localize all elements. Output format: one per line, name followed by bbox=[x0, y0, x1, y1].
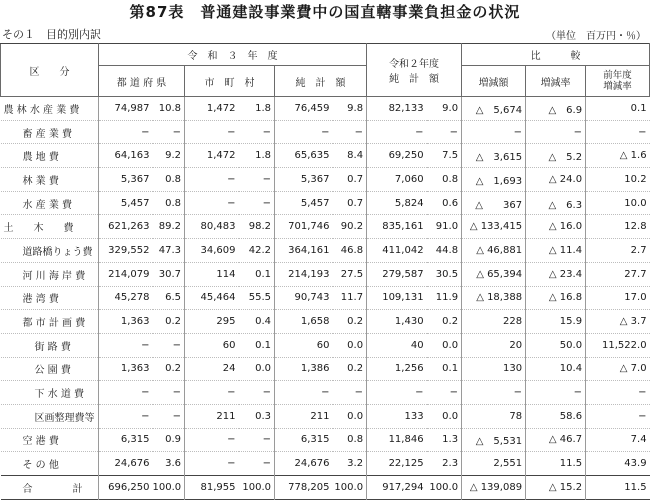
cell-diff: △ 133,415 bbox=[462, 215, 526, 239]
row-label: 下 水 道 費 bbox=[34, 389, 85, 401]
table-body bbox=[1, 97, 650, 500]
cell-pref-pct: 0.2 bbox=[165, 363, 181, 375]
cell-r2-pct: − bbox=[449, 387, 459, 399]
cell-muni: 211 bbox=[185, 404, 239, 428]
cell-net-pct: 0.7 bbox=[347, 173, 364, 185]
table-row bbox=[1, 120, 650, 144]
cell-prev: △ 1.6 bbox=[586, 144, 650, 168]
cell-pref-pct: − bbox=[172, 410, 181, 422]
table-row bbox=[1, 381, 650, 405]
cell-r2-pct: 0.0 bbox=[442, 339, 459, 351]
cell-prev: 43.9 bbox=[586, 452, 650, 476]
cell-net-pct: 9.8 bbox=[347, 102, 364, 114]
cell-muni-pct: 0.4 bbox=[255, 316, 271, 328]
cell-r2: 69,250 bbox=[367, 144, 427, 168]
cell-muni-pct: 42.2 bbox=[248, 244, 271, 256]
cell-muni: − bbox=[185, 381, 239, 405]
cell-net: 1,658 bbox=[275, 310, 333, 334]
table-row bbox=[1, 191, 650, 215]
cell-net: 24,676 bbox=[275, 452, 333, 476]
row-label: 区画整理費等 bbox=[34, 412, 95, 424]
cell-net: 6,315 bbox=[275, 428, 333, 452]
cell-pref-pct: 3.6 bbox=[165, 458, 181, 470]
cell-muni-pct: 0.0 bbox=[255, 363, 271, 375]
cell-pref: − bbox=[99, 404, 153, 428]
cell-net-pct: 11.7 bbox=[340, 292, 364, 304]
cell-rate: 58.6 bbox=[526, 404, 586, 428]
cell-prev: 11.5 bbox=[586, 476, 650, 500]
cell-diff: △ 3,615 bbox=[462, 144, 526, 168]
cell-r2-pct: 100.0 bbox=[429, 481, 459, 493]
table-subtitle: その１ 目的別内訳 bbox=[2, 28, 101, 41]
data-table bbox=[0, 43, 650, 500]
cell-r2: 835,161 bbox=[367, 215, 427, 239]
cell-diff: △ 5,531 bbox=[462, 428, 526, 452]
cell-pref: 24,676 bbox=[99, 452, 153, 476]
cell-r2: 5,824 bbox=[367, 191, 427, 215]
cell-muni: 24 bbox=[185, 357, 239, 381]
cell-r2-pct: 0.8 bbox=[442, 173, 459, 185]
cell-net-pct: − bbox=[354, 126, 364, 138]
cell-muni: 1,472 bbox=[185, 97, 239, 121]
cell-net-pct: 8.4 bbox=[347, 150, 364, 162]
cell-rate: △ 24.0 bbox=[526, 168, 586, 192]
cell-muni: 81,955 bbox=[185, 476, 239, 500]
row-label: 港 湾 費 bbox=[22, 294, 59, 306]
cell-rate: 10.4 bbox=[526, 357, 586, 381]
cell-diff: − bbox=[462, 120, 526, 144]
header-compare: 比 較 bbox=[462, 44, 650, 66]
total-row bbox=[1, 476, 650, 500]
cell-prev: 10.0 bbox=[586, 191, 650, 215]
cell-net-pct: 0.8 bbox=[347, 434, 364, 446]
cell-r2: 11,846 bbox=[367, 428, 427, 452]
cell-r2-pct: 30.5 bbox=[435, 268, 459, 280]
cell-pref-pct: − bbox=[172, 387, 181, 399]
cell-prev: 0.1 bbox=[586, 97, 650, 121]
cell-net: 5,457 bbox=[275, 191, 333, 215]
cell-net: 211 bbox=[275, 404, 333, 428]
cell-net: − bbox=[275, 381, 333, 405]
cell-pref-pct: 0.8 bbox=[165, 197, 181, 209]
cell-pref: 621,263 bbox=[99, 215, 153, 239]
table-row bbox=[1, 144, 650, 168]
cell-prev: 11,522.0 bbox=[586, 333, 650, 357]
cell-net: 65,635 bbox=[275, 144, 333, 168]
cell-pref-pct: 0.2 bbox=[165, 316, 181, 328]
cell-muni-pct: 100.0 bbox=[242, 481, 271, 493]
cell-muni-pct: 1.8 bbox=[255, 102, 271, 114]
cell-muni: 80,483 bbox=[185, 215, 239, 239]
header-r2-line1: 令和２年度 bbox=[389, 59, 440, 70]
row-label: 公 園 費 bbox=[34, 365, 71, 377]
cell-pref-pct: 10.8 bbox=[158, 102, 181, 114]
cell-rate: 11.5 bbox=[526, 452, 586, 476]
cell-r2: 1,430 bbox=[367, 310, 427, 334]
cell-diff: 228 bbox=[462, 310, 526, 334]
cell-r2: 7,060 bbox=[367, 168, 427, 192]
cell-muni-pct: − bbox=[262, 197, 271, 209]
cell-pref-pct: 100.0 bbox=[152, 481, 182, 493]
cell-muni: − bbox=[185, 191, 239, 215]
row-label: 合 計 bbox=[22, 483, 83, 495]
header-diff: 増減額 bbox=[462, 66, 526, 97]
cell-pref: 329,552 bbox=[99, 239, 153, 263]
cell-r2-pct: 91.0 bbox=[435, 221, 459, 233]
cell-prev: 7.4 bbox=[586, 428, 650, 452]
cell-rate: △ 46.7 bbox=[526, 428, 586, 452]
cell-prev: 17.0 bbox=[586, 286, 650, 310]
row-label: 河 川 海 岸 費 bbox=[22, 270, 86, 282]
cell-rate: △ 16.0 bbox=[526, 215, 586, 239]
header-rate: 増減率 bbox=[526, 66, 586, 97]
table-row bbox=[1, 404, 650, 428]
cell-pref-pct: 89.2 bbox=[158, 221, 181, 233]
cell-r2: 411,042 bbox=[367, 239, 427, 263]
cell-prev: − bbox=[586, 120, 650, 144]
table-row bbox=[1, 97, 650, 121]
cell-r2-pct: 11.9 bbox=[435, 292, 459, 304]
cell-muni-pct: − bbox=[262, 434, 271, 446]
cell-rate: 15.9 bbox=[526, 310, 586, 334]
row-label: そ の 他 bbox=[22, 460, 59, 472]
cell-net-pct: − bbox=[354, 387, 364, 399]
cell-net-pct: 100.0 bbox=[334, 481, 364, 493]
cell-pref: 64,163 bbox=[99, 144, 153, 168]
row-label: 都 市 計 画 費 bbox=[22, 318, 86, 330]
cell-net: 364,161 bbox=[275, 239, 333, 263]
cell-muni: 34,609 bbox=[185, 239, 239, 263]
table-row bbox=[1, 215, 650, 239]
cell-diff: 20 bbox=[462, 333, 526, 357]
cell-r2-pct: − bbox=[449, 126, 459, 138]
cell-pref: − bbox=[99, 381, 153, 405]
table-row bbox=[1, 333, 650, 357]
cell-net: 1,386 bbox=[275, 357, 333, 381]
row-label: 空 港 費 bbox=[22, 436, 59, 448]
cell-r2-pct: 0.2 bbox=[442, 316, 459, 328]
cell-r2: 1,256 bbox=[367, 357, 427, 381]
header-category: 区 分 bbox=[1, 44, 99, 97]
cell-r2-pct: 0.6 bbox=[442, 197, 459, 209]
table-row bbox=[1, 428, 650, 452]
cell-rate: △ 16.8 bbox=[526, 286, 586, 310]
cell-pref: 45,278 bbox=[99, 286, 153, 310]
cell-r2: 917,294 bbox=[367, 476, 427, 500]
cell-r2: 109,131 bbox=[367, 286, 427, 310]
cell-diff: 130 bbox=[462, 357, 526, 381]
cell-diff: △ 139,089 bbox=[462, 476, 526, 500]
table-row bbox=[1, 168, 650, 192]
header-prev-line1: 前年度 bbox=[603, 70, 632, 81]
cell-net-pct: 3.2 bbox=[347, 458, 364, 470]
row-label: 土 木 費 bbox=[3, 223, 74, 235]
cell-muni: 1,472 bbox=[185, 144, 239, 168]
cell-pref-pct: − bbox=[172, 126, 181, 138]
cell-muni-pct: 55.5 bbox=[248, 292, 271, 304]
cell-r2-pct: 44.8 bbox=[435, 244, 459, 256]
cell-muni-pct: − bbox=[262, 173, 271, 185]
row-label: 農 地 費 bbox=[22, 152, 59, 164]
cell-muni-pct: 0.1 bbox=[255, 268, 271, 280]
cell-net-pct: 0.0 bbox=[347, 410, 364, 422]
header-prev bbox=[586, 66, 650, 97]
cell-prev: 12.8 bbox=[586, 215, 650, 239]
cell-muni-pct: 1.8 bbox=[255, 150, 271, 162]
cell-rate: △ 6.3 bbox=[526, 191, 586, 215]
cell-prev: 10.2 bbox=[586, 168, 650, 192]
cell-prev: − bbox=[586, 381, 650, 405]
row-label: 道路橋りょう費 bbox=[22, 246, 93, 258]
cell-diff: 2,551 bbox=[462, 452, 526, 476]
cell-muni-pct: 0.1 bbox=[255, 339, 271, 351]
cell-rate: △ 6.9 bbox=[526, 97, 586, 121]
table-row bbox=[1, 262, 650, 286]
cell-net: 701,746 bbox=[275, 215, 333, 239]
table-row bbox=[1, 239, 650, 263]
header-pref: 都 道 府 県 bbox=[99, 66, 185, 97]
cell-pref: 74,987 bbox=[99, 97, 153, 121]
header-prev-line2: 増減率 bbox=[603, 81, 632, 92]
cell-pref: 1,363 bbox=[99, 357, 153, 381]
row-label: 水 産 業 費 bbox=[22, 199, 73, 211]
header-r3: 令 和 ３ 年 度 bbox=[99, 44, 367, 66]
cell-rate: − bbox=[526, 381, 586, 405]
cell-pref: − bbox=[99, 333, 153, 357]
cell-pref: 5,457 bbox=[99, 191, 153, 215]
table-row bbox=[1, 357, 650, 381]
table-row bbox=[1, 452, 650, 476]
cell-muni: − bbox=[185, 428, 239, 452]
cell-pref: 1,363 bbox=[99, 310, 153, 334]
cell-r2: 279,587 bbox=[367, 262, 427, 286]
cell-net-pct: 0.2 bbox=[347, 316, 364, 328]
cell-muni: − bbox=[185, 168, 239, 192]
cell-pref: 214,079 bbox=[99, 262, 153, 286]
cell-r2: 40 bbox=[367, 333, 427, 357]
table-title: 第87表 普通建設事業費中の国直轄事業負担金の状況 bbox=[129, 3, 521, 21]
row-label: 畜 産 業 費 bbox=[22, 128, 73, 140]
cell-net-pct: 46.8 bbox=[340, 244, 364, 256]
cell-net: 5,367 bbox=[275, 168, 333, 192]
cell-muni: 45,464 bbox=[185, 286, 239, 310]
cell-rate: △ 15.2 bbox=[526, 476, 586, 500]
row-label: 農 林 水 産 業 費 bbox=[3, 104, 80, 116]
cell-net: 778,205 bbox=[275, 476, 333, 500]
cell-muni: − bbox=[185, 120, 239, 144]
cell-r2: − bbox=[367, 120, 427, 144]
cell-net-pct: 90.2 bbox=[340, 221, 364, 233]
header-net: 純 計 額 bbox=[275, 66, 367, 97]
cell-diff: △ 65,394 bbox=[462, 262, 526, 286]
cell-muni-pct: − bbox=[262, 387, 271, 399]
header-r2-line2: 純 計 額 bbox=[389, 74, 440, 85]
cell-muni-pct: − bbox=[262, 458, 271, 470]
cell-pref: 5,367 bbox=[99, 168, 153, 192]
cell-diff: △ 5,674 bbox=[462, 97, 526, 121]
cell-r2-pct: 9.0 bbox=[442, 102, 459, 114]
cell-net: 214,193 bbox=[275, 262, 333, 286]
cell-r2-pct: 0.0 bbox=[442, 410, 459, 422]
cell-prev: 27.7 bbox=[586, 262, 650, 286]
table-row bbox=[1, 286, 650, 310]
cell-pref: 696,250 bbox=[99, 476, 153, 500]
cell-muni-pct: 98.2 bbox=[248, 221, 271, 233]
cell-diff: △ 18,388 bbox=[462, 286, 526, 310]
cell-diff: − bbox=[462, 381, 526, 405]
cell-prev: 2.7 bbox=[586, 239, 650, 263]
cell-net-pct: 0.7 bbox=[347, 197, 364, 209]
cell-r2: 22,125 bbox=[367, 452, 427, 476]
cell-net-pct: 0.2 bbox=[347, 363, 364, 375]
row-label: 林 業 費 bbox=[22, 175, 59, 187]
cell-net: − bbox=[275, 120, 333, 144]
cell-r2: − bbox=[367, 381, 427, 405]
cell-prev: △ 7.0 bbox=[586, 357, 650, 381]
cell-r2-pct: 7.5 bbox=[442, 150, 459, 162]
cell-muni: 114 bbox=[185, 262, 239, 286]
cell-r2-pct: 0.1 bbox=[442, 363, 459, 375]
cell-pref-pct: 9.2 bbox=[165, 150, 181, 162]
cell-diff: △ 1,693 bbox=[462, 168, 526, 192]
cell-pref-pct: 0.9 bbox=[165, 434, 181, 446]
cell-rate: △ 23.4 bbox=[526, 262, 586, 286]
cell-pref-pct: 30.7 bbox=[158, 268, 181, 280]
cell-rate: △ 11.4 bbox=[526, 239, 586, 263]
cell-pref: − bbox=[99, 120, 153, 144]
cell-muni: 295 bbox=[185, 310, 239, 334]
cell-prev: △ 3.7 bbox=[586, 310, 650, 334]
cell-rate: △ 5.2 bbox=[526, 144, 586, 168]
header-r2 bbox=[367, 44, 462, 97]
cell-net: 60 bbox=[275, 333, 333, 357]
cell-rate: 50.0 bbox=[526, 333, 586, 357]
cell-muni: − bbox=[185, 452, 239, 476]
cell-prev: − bbox=[586, 404, 650, 428]
row-label: 街 路 費 bbox=[34, 341, 71, 353]
cell-pref: 6,315 bbox=[99, 428, 153, 452]
cell-diff: △ 367 bbox=[462, 191, 526, 215]
cell-r2-pct: 1.3 bbox=[442, 434, 459, 446]
cell-r2-pct: 2.3 bbox=[442, 458, 459, 470]
cell-r2: 133 bbox=[367, 404, 427, 428]
cell-pref-pct: 47.3 bbox=[158, 244, 181, 256]
cell-diff: △ 46,881 bbox=[462, 239, 526, 263]
cell-r2: 82,133 bbox=[367, 97, 427, 121]
header-muni: 市 町 村 bbox=[185, 66, 275, 97]
cell-net-pct: 0.0 bbox=[347, 339, 364, 351]
cell-net: 90,743 bbox=[275, 286, 333, 310]
cell-net: 76,459 bbox=[275, 97, 333, 121]
cell-muni-pct: 0.3 bbox=[255, 410, 271, 422]
cell-net-pct: 27.5 bbox=[340, 268, 364, 280]
cell-muni-pct: − bbox=[262, 126, 271, 138]
cell-pref-pct: 6.5 bbox=[165, 292, 181, 304]
cell-muni: 60 bbox=[185, 333, 239, 357]
cell-rate: − bbox=[526, 120, 586, 144]
cell-pref-pct: 0.8 bbox=[165, 173, 181, 185]
cell-pref-pct: − bbox=[172, 339, 181, 351]
table-row bbox=[1, 310, 650, 334]
cell-diff: 78 bbox=[462, 404, 526, 428]
unit-note: （単位 百万円・％） bbox=[546, 31, 646, 42]
